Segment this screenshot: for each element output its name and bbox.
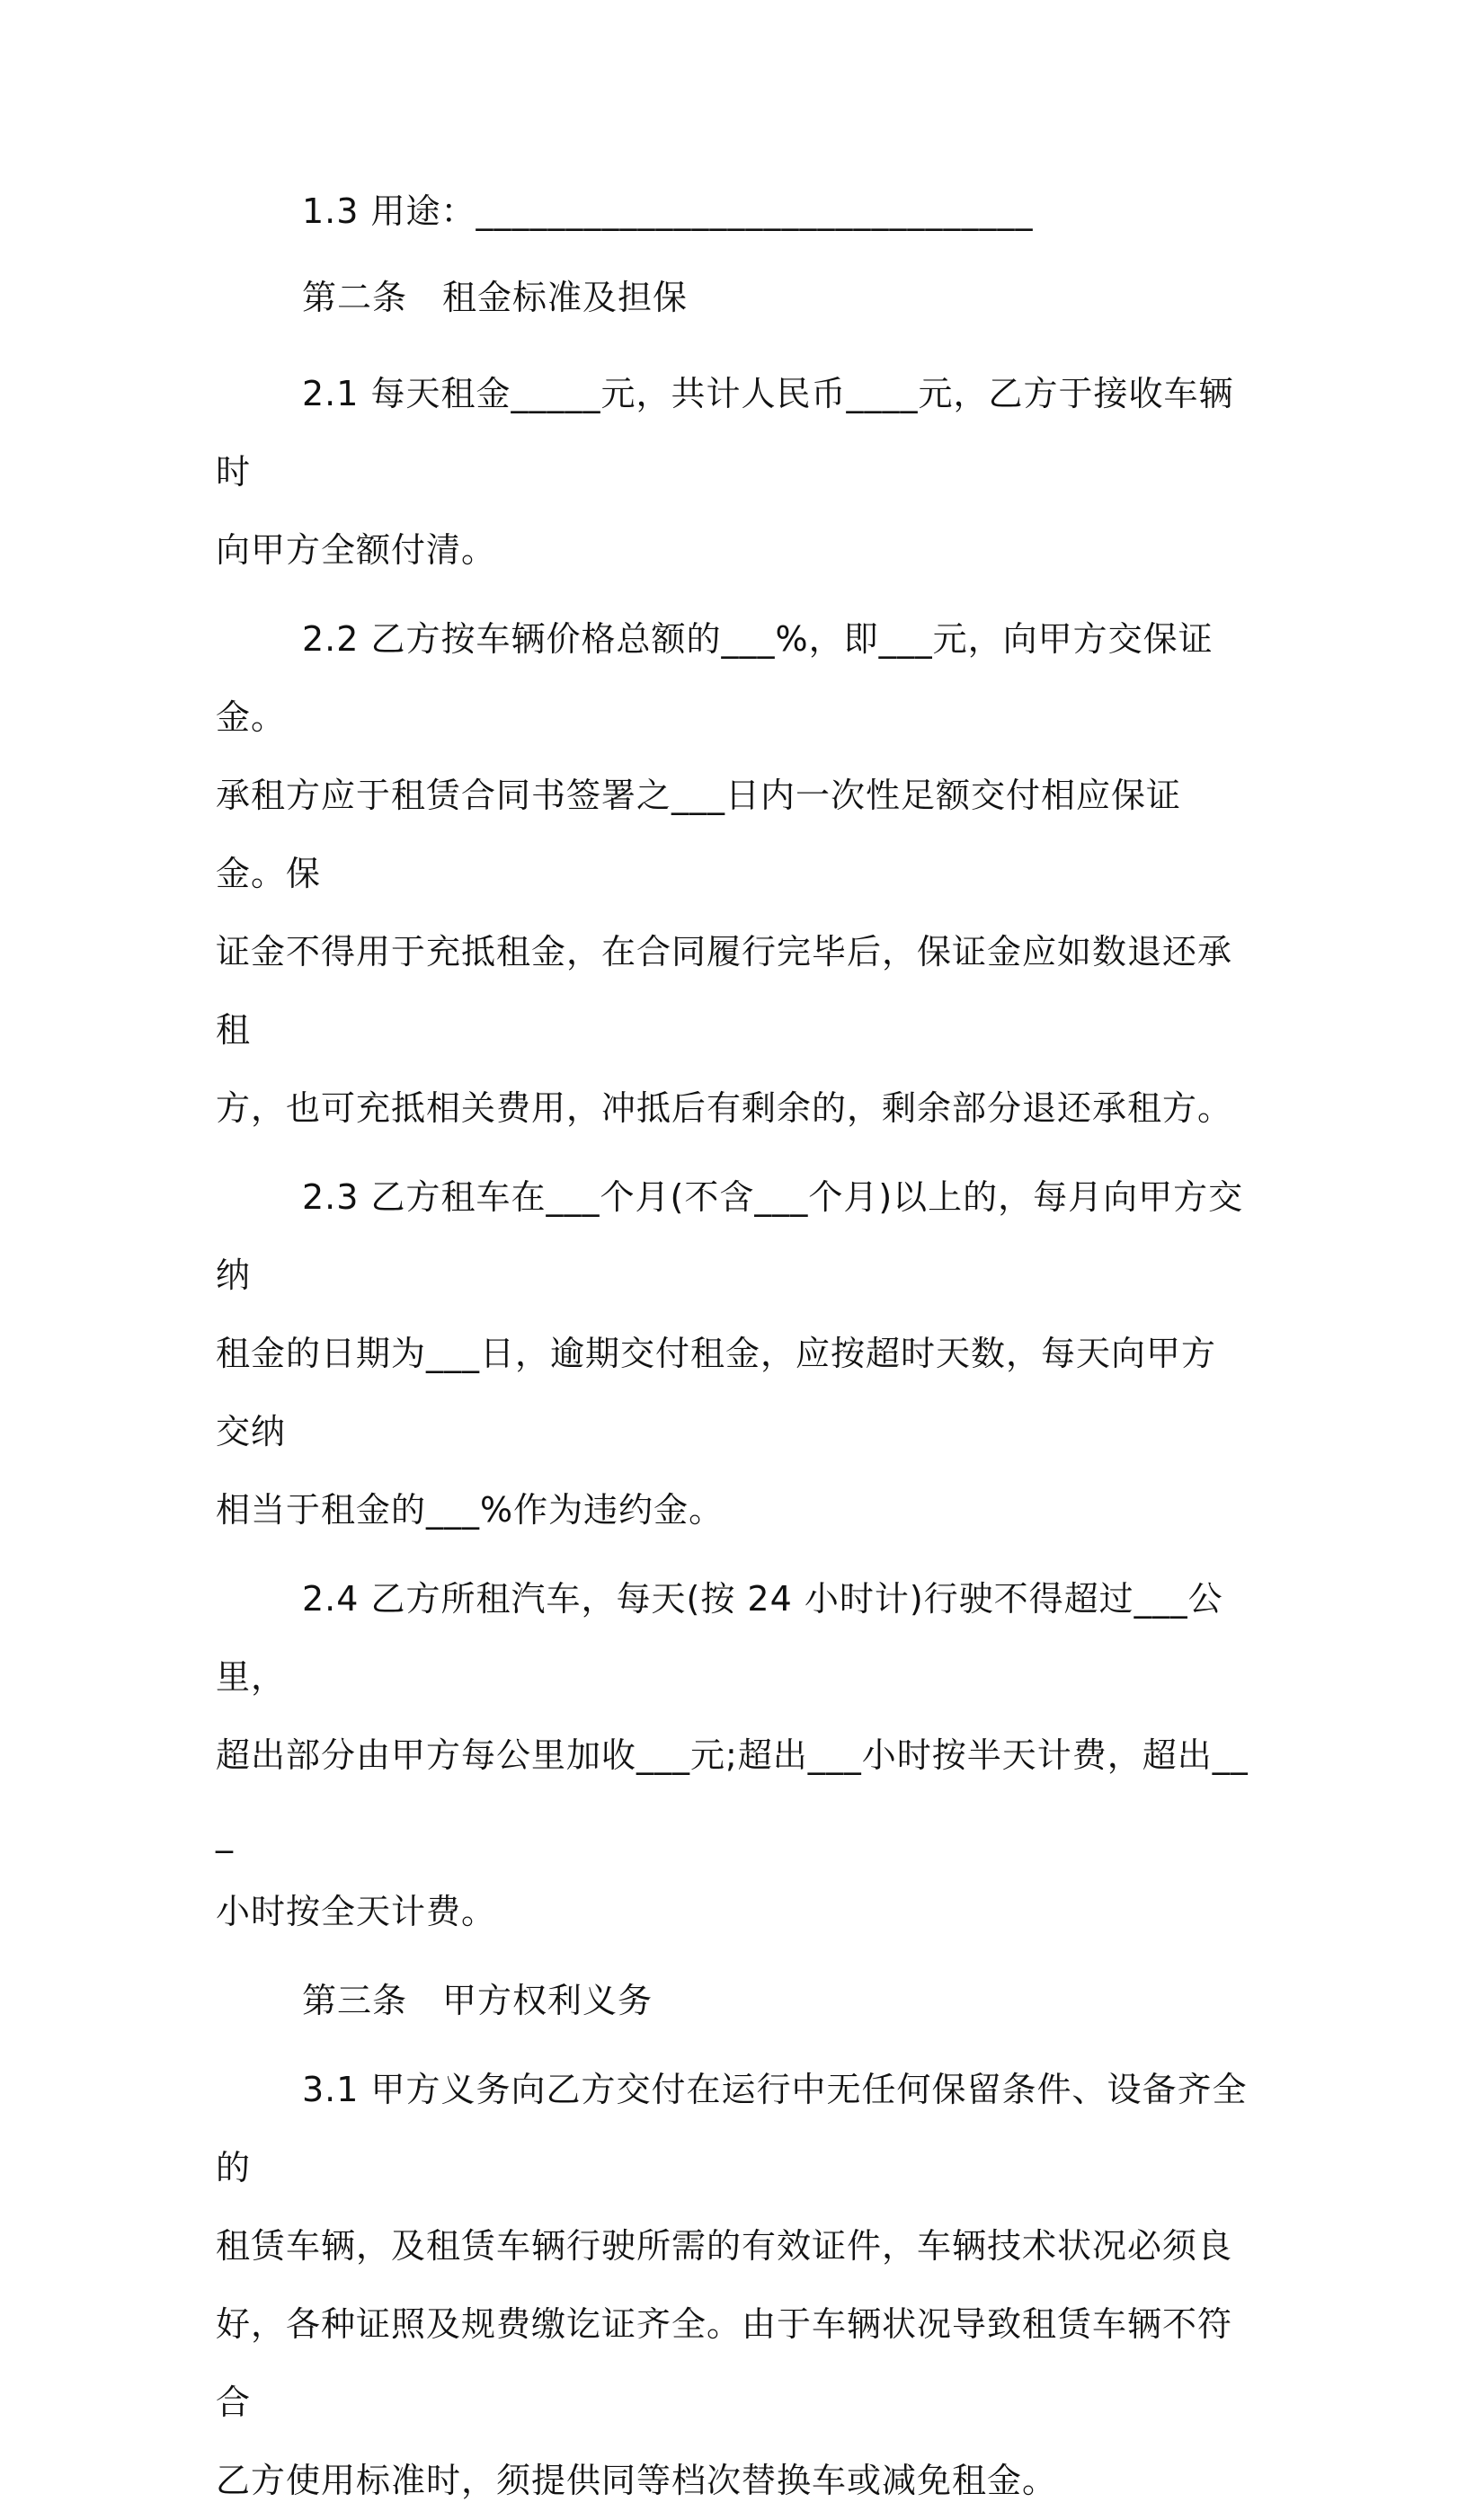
clause-3-1-line: 乙方使用标准时，须提供同等档次替换车或减免租金。 — [216, 2461, 1058, 2500]
clause-1-3 — [216, 173, 1249, 251]
clause-2-2-line: 证金不得用于充抵租金，在合同履行完毕后，保证金应如数退还承租 — [216, 932, 1233, 1050]
clause-2-1-line: 向甲方全额付清。 — [216, 530, 497, 570]
clause-2-3-line: 2.3 乙方租车在___个月(不含___个月)以上的，每月向甲方交纳 — [216, 1177, 1244, 1295]
clause-2-2 — [216, 600, 1249, 1148]
article-3-heading — [216, 1962, 1249, 2040]
clause-3-1-line: 租赁车辆，及租赁车辆行驶所需的有效证件，车辆技术状况必须良 — [216, 2226, 1233, 2266]
clause-3-1 — [216, 2051, 1249, 2520]
clause-2-4-line: 2.4 乙方所租汽车，每天(按 24 小时计)行驶不得超过___公里， — [216, 1579, 1223, 1697]
clause-2-4-line: 超出部分由甲方每公里加收___元;超出___小时按半天计费，超出___ — [216, 1735, 1249, 1853]
clause-1-3-text: 1.3 用途：_______________________________ — [302, 191, 1034, 231]
clause-2-3 — [216, 1158, 1249, 1549]
article-2-heading-text: 第二条 租金标准及担保 — [302, 278, 689, 317]
clause-2-3-line: 相当于租金的___%作为违约金。 — [216, 1490, 725, 1530]
clause-2-1-line: 2.1 每天租金_____元，共计人民币____元，乙方于接收车辆时 — [216, 374, 1234, 492]
clause-2-2-line: 2.2 乙方按车辆价格总额的___%，即___元，向甲方交保证金。 — [216, 619, 1214, 737]
document-body — [216, 173, 1249, 2520]
clause-2-4-line: 小时按全天计费。 — [216, 1892, 497, 1931]
clause-3-1-line: 3.1 甲方义务向乙方交付在运行中无任何保留条件、设备齐全的 — [216, 2070, 1248, 2187]
clause-2-2-line: 承租方应于租赁合同书签署之___日内一次性足额交付相应保证金。保 — [216, 776, 1182, 893]
clause-2-4 — [216, 1560, 1249, 1951]
clause-2-3-line: 租金的日期为___日，逾期交付租金，应按超时天数，每天向甲方交纳 — [216, 1334, 1217, 1451]
article-2-heading — [216, 259, 1249, 337]
clause-2-1 — [216, 355, 1249, 590]
clause-3-1-line: 好，各种证照及规费缴讫证齐全。由于车辆状况导致租赁车辆不符合 — [216, 2304, 1233, 2422]
clause-2-2-line: 方，也可充抵相关费用，冲抵后有剩余的，剩余部分退还承租方。 — [216, 1088, 1233, 1128]
article-3-heading-text: 第三条 甲方权利义务 — [302, 1981, 653, 2020]
